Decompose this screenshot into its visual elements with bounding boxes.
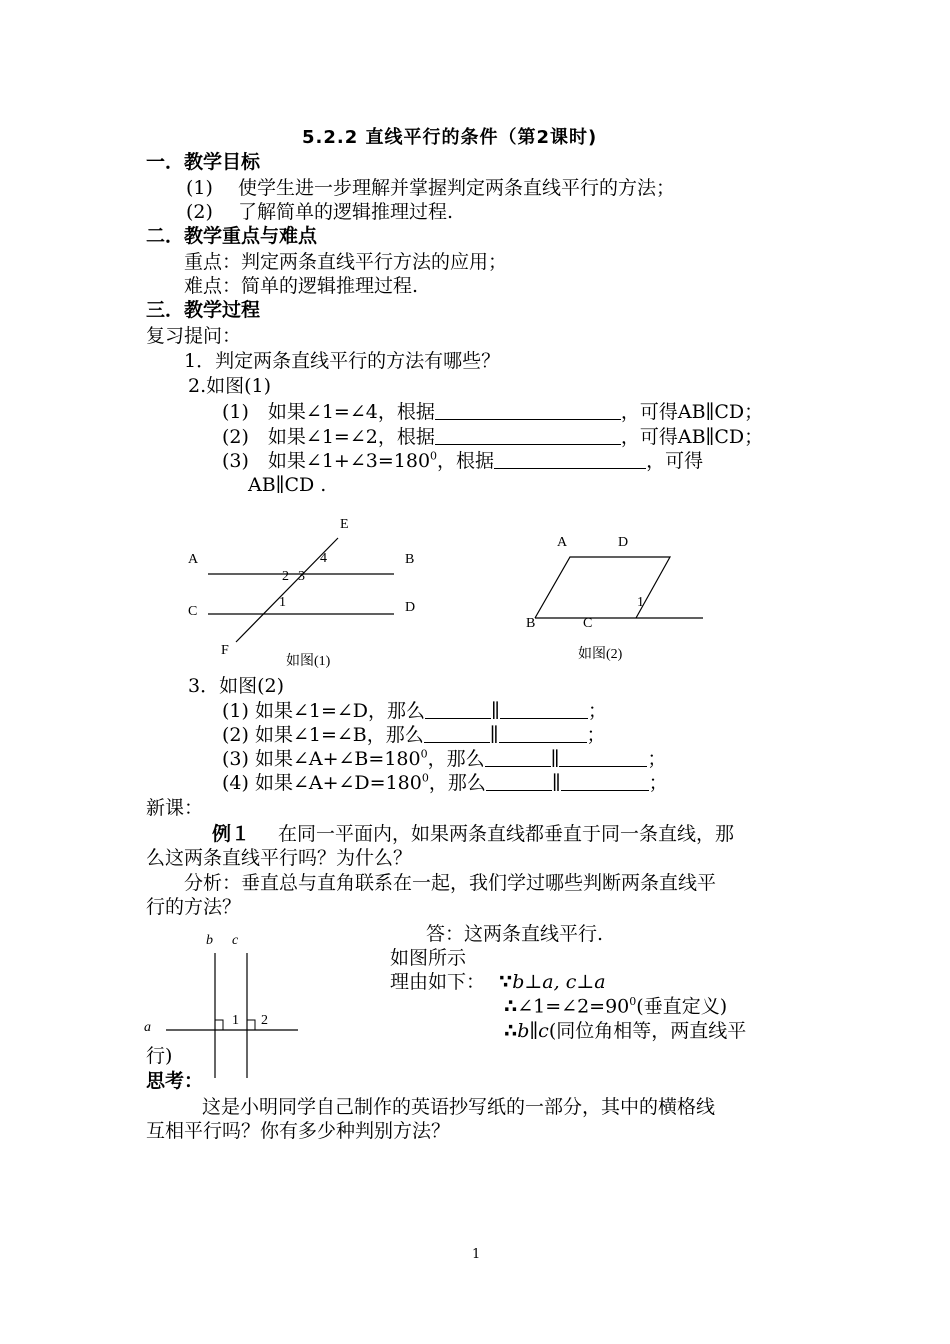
review-label: 复习提问： — [146, 325, 242, 347]
question-3-2: (2) 如果∠1=∠B，那么 ∥ ； — [222, 724, 606, 746]
label-angle-1: 1 — [637, 595, 644, 610]
answer-blank — [500, 700, 588, 719]
question-2-1: (1) 如果∠1=∠4，根据 ，可得AB∥CD； — [222, 401, 764, 423]
label-a: a — [144, 1020, 151, 1035]
label-angle-1: 1 — [232, 1013, 239, 1028]
section-heading-process: 三．教学过程 — [146, 299, 261, 321]
question-2-head: 2.如图(1) — [188, 375, 272, 397]
analysis-line-2: 行的方法？ — [146, 896, 242, 918]
right-angle-mark — [215, 1020, 223, 1030]
question-2-3-cont: AB∥CD . — [248, 474, 327, 496]
question-3-1: (1) 如果∠1=∠D，那么 ∥ ； — [222, 700, 607, 722]
new-lesson-label: 新课： — [146, 797, 204, 819]
reason-line: 理由如下： ∵b⊥a, c⊥a — [390, 971, 606, 993]
figure-2-caption: 如图(2) — [578, 647, 623, 662]
label-a: A — [557, 535, 568, 550]
think-line-1: 这是小明同学自己制作的英语抄写纸的一部分，其中的横格线 — [202, 1096, 716, 1118]
question-2-3: (3) 如果$\angle 1+\angle 3=180^0$，根据 ，可得 — [222, 449, 704, 472]
page-title: 5.2.2 直线平行的条件（第2课时) — [302, 127, 598, 148]
label-f: F — [221, 643, 229, 658]
proof-step-3: ∴b∥c(同位角相等，两直线平 — [504, 1020, 747, 1042]
label-e: E — [340, 517, 349, 532]
analysis-line-1: 分析：垂直总与直角联系在一起，我们学过哪些判断两条直线平 — [184, 872, 717, 894]
question-1: 1．判定两条直线平行的方法有哪些？ — [184, 350, 501, 372]
right-angle-mark — [247, 1020, 255, 1030]
label-a: A — [188, 552, 199, 567]
think-line-2: 互相平行吗？你有多少种判别方法？ — [146, 1120, 451, 1142]
figure-shown-line: 如图所示 — [390, 947, 467, 969]
page-number: 1 — [472, 1247, 481, 1262]
question-3-3: (3) 如果$\angle A+\angle B=180^0$，那么 ∥ ； — [222, 747, 667, 770]
proof-step-3-cont: 行) — [146, 1045, 173, 1067]
objective-item: (2) 了解简单的逻辑推理过程. — [186, 201, 453, 223]
label-angle-2: 2 — [261, 1013, 268, 1028]
difficulty-point: 难点：简单的逻辑推理过程. — [184, 275, 419, 297]
label-angle-4: 4 — [320, 551, 327, 566]
key-point: 重点：判定两条直线平行方法的应用； — [184, 251, 508, 273]
answer-blank — [559, 748, 647, 767]
proof-step-2: $\therefore\angle 1=\angle 2=90^0$(垂直定义) — [504, 995, 728, 1018]
answer-blank — [485, 748, 551, 767]
answer-blank — [561, 772, 649, 791]
parallelogram-abcd — [535, 557, 670, 618]
label-b: b — [206, 933, 213, 948]
label-c: C — [583, 616, 593, 631]
example-1-line-2: 么这两条直线平行吗？为什么？ — [146, 847, 413, 869]
question-2-2: (2) 如果∠1=∠2，根据 ，可得AB∥CD； — [222, 426, 764, 448]
answer-line: 答：这两条直线平行. — [426, 923, 604, 945]
question-3-4: (4) 如果$\angle A+\angle D=180^0$，那么 ∥ ； — [222, 771, 668, 794]
section-heading-key-points: 二．教学重点与难点 — [146, 225, 318, 247]
label-b: B — [526, 616, 536, 631]
answer-blank — [486, 772, 552, 791]
question-3-head: 3．如图(2) — [188, 675, 285, 697]
label-d: D — [405, 600, 416, 615]
think-heading: 思考： — [146, 1070, 204, 1092]
answer-blank — [424, 724, 490, 743]
label-angle-1: 1 — [279, 595, 286, 610]
label-angle-3: 3 — [298, 569, 305, 584]
section-heading-objectives: 一．教学目标 — [146, 151, 261, 173]
figure-1-caption: 如图(1) — [286, 654, 331, 669]
example-1-line-1: 例１ 在同一平面内，如果两条直线都垂直于同一条直线，那 — [212, 823, 735, 845]
answer-blank — [425, 700, 491, 719]
answer-blank — [499, 724, 587, 743]
label-angle-2: 2 — [282, 569, 289, 584]
label-c: C — [188, 604, 198, 619]
label-c: c — [232, 933, 239, 948]
label-b: B — [405, 552, 415, 567]
label-d: D — [618, 535, 629, 550]
objective-item: (1) 使学生进一步理解并掌握判定两条直线平行的方法； — [186, 177, 675, 199]
